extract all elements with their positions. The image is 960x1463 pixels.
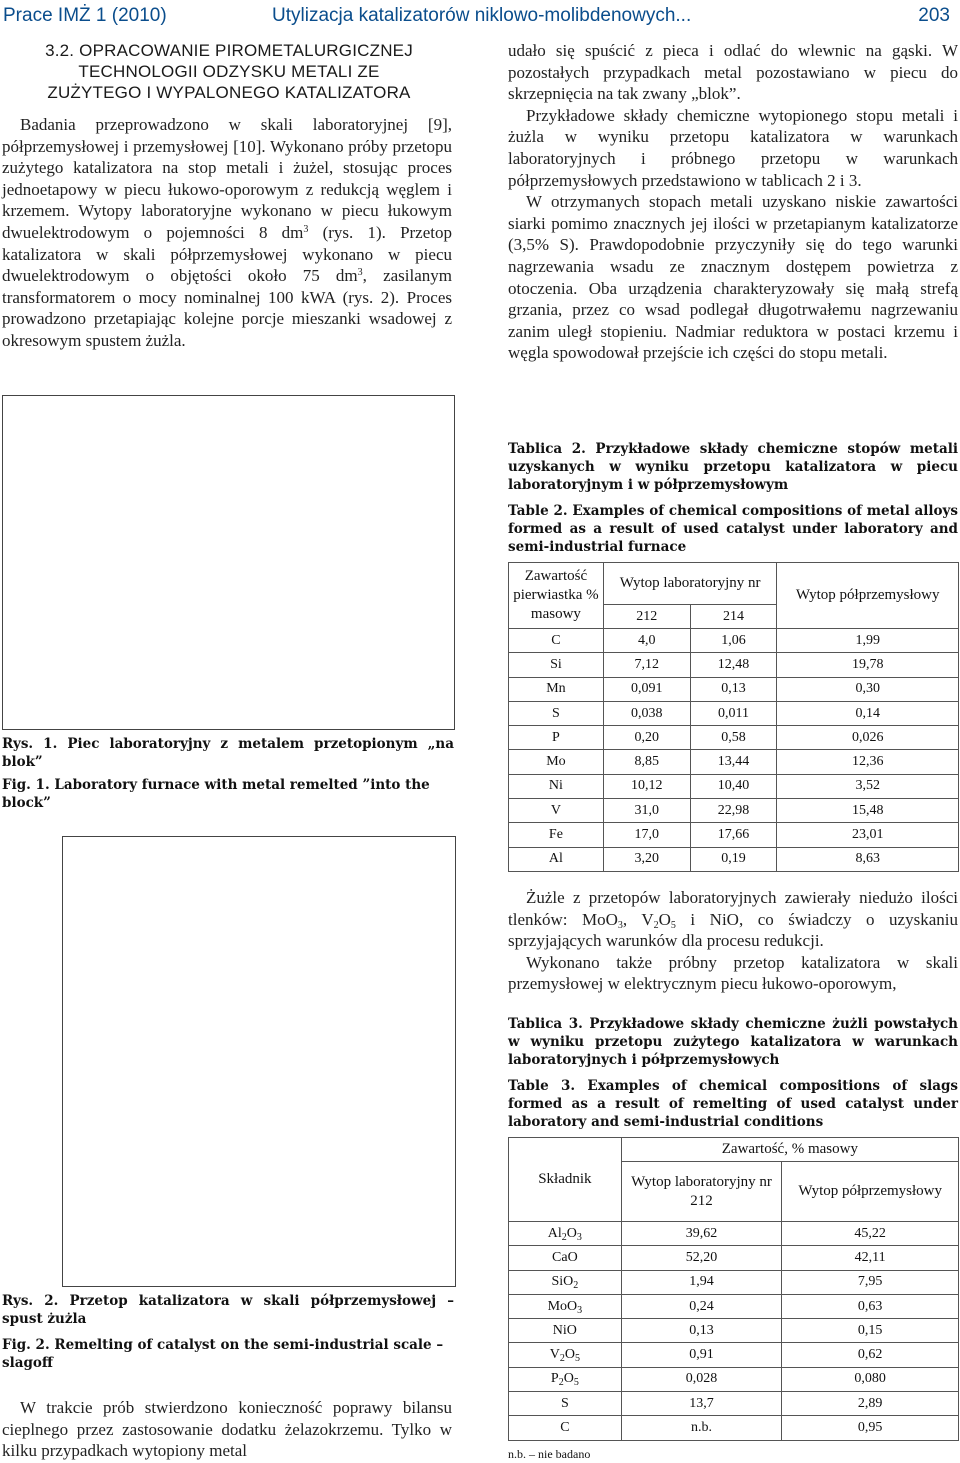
table-row xyxy=(509,677,959,701)
table-3-component-cell: NiO xyxy=(509,1319,622,1343)
table-row xyxy=(509,1392,959,1416)
table-2-value-cell: 1,99 xyxy=(777,629,959,653)
table-2-value-cell: 19,78 xyxy=(777,653,959,677)
table-row xyxy=(509,701,959,725)
table-row xyxy=(509,653,959,677)
table-3-component-cell: $Al_2O_3$ xyxy=(509,1222,622,1246)
table-2-caption xyxy=(508,440,958,556)
table-3-header-component: Składnik xyxy=(509,1138,622,1222)
table-row xyxy=(509,1367,959,1391)
table-3-value-cell: 0,080 xyxy=(782,1367,959,1391)
table-row xyxy=(509,823,959,847)
table-2-value-cell: 23,01 xyxy=(777,823,959,847)
table-2-element-cell: Si xyxy=(509,653,604,677)
section-heading-line-3: ZUŻYTEGO I WYPALONEGO KATALIZATORA xyxy=(47,83,411,102)
table-3-caption-pl: Tablica 3. Przykładowe składy chemiczne żużli powstałych w wyniku przetopu zużytego katalizatora w warunkach laboratoryjnych i półprzemysłowych xyxy=(508,1016,958,1068)
table-2-value-cell: 0,19 xyxy=(690,847,777,871)
table-2-value-cell: 0,30 xyxy=(777,677,959,701)
figure-1-image xyxy=(2,395,455,730)
superscript: 3 xyxy=(303,223,309,235)
journal-reference: Prace IMŻ 1 (2010) xyxy=(3,5,167,26)
table-2-element-cell: P xyxy=(509,726,604,750)
table-2-value-cell: 7,12 xyxy=(603,653,690,677)
table-2-element-cell: Mo xyxy=(509,750,604,774)
table-2-value-cell: 22,98 xyxy=(690,799,777,823)
table-3-value-cell: 39,62 xyxy=(621,1222,782,1246)
table-2-header-semi: Wytop półprzemysłowy xyxy=(777,563,959,629)
table-2-header-lab: Wytop laboratoryjny nr xyxy=(603,563,777,605)
table-2-element-cell: S xyxy=(509,701,604,725)
table-row xyxy=(509,847,959,871)
table-2-value-cell: 3,20 xyxy=(603,847,690,871)
section-heading xyxy=(0,40,458,103)
table-3-component-cell: $V_2O_5$ xyxy=(509,1343,622,1367)
table-2-caption-en: Table 2. Examples of chemical compositions of metal alloys formed as a result of used catalyst under laboratory and semi-industrial furnace xyxy=(508,503,958,555)
table-2-element-cell: C xyxy=(509,629,604,653)
table-2-value-cell: 31,0 xyxy=(603,799,690,823)
table-row xyxy=(509,1294,959,1318)
table-2-value-cell: 8,85 xyxy=(603,750,690,774)
figure-1-caption xyxy=(2,735,454,812)
right-paragraph-4: Żużle z przetopów laboratoryjnych zawierały niedużo ilości tlenków: MoO$_3$, $V_2O_5$ i NiO, co świadczy o uzyskaniu sprzyjających warunków dla procesu redukcji. xyxy=(508,888,958,951)
table-row xyxy=(509,1343,959,1367)
table-2 xyxy=(508,562,959,872)
table-3-component-cell: MoO$_3$ xyxy=(509,1294,622,1318)
table-3-value-cell: 0,95 xyxy=(782,1416,959,1440)
table-2-value-cell: 0,011 xyxy=(690,701,777,725)
table-2-value-cell: 12,48 xyxy=(690,653,777,677)
section-heading-line-2: TECHNOLOGII ODZYSKU METALI ZE xyxy=(78,62,380,81)
table-3-value-cell: 0,91 xyxy=(621,1343,782,1367)
table-row xyxy=(509,1222,959,1246)
table-3-value-cell: 52,20 xyxy=(621,1246,782,1270)
table-3-header-semi: Wytop półprzemysłowy xyxy=(782,1162,959,1222)
table-3-header-group: Zawartość, % masowy xyxy=(621,1138,958,1162)
table-2-element-cell: Fe xyxy=(509,823,604,847)
table-3-body xyxy=(509,1222,959,1441)
table-3-value-cell: 2,89 xyxy=(782,1392,959,1416)
article-short-title: Utylizacja katalizatorów niklowo-molibdenowych... xyxy=(272,5,692,26)
table-3-value-cell: 0,62 xyxy=(782,1343,959,1367)
superscript: 3 xyxy=(357,267,363,279)
table-3-caption xyxy=(508,1015,958,1131)
table-3-value-cell: 0,028 xyxy=(621,1367,782,1391)
table-3-value-cell: n.b. xyxy=(621,1416,782,1440)
table-2-value-cell: 17,66 xyxy=(690,823,777,847)
left-paragraph-1-text-a: Badania przeprowadzono w skali laboratoryjnej [9], półprzemysłowej i przemysłowej [10]. Wykonano próby przetopu zużytego katalizatora na stop metali i żużel, stosując proces jednoetapowy w piecu łukowo-oporowym z redukcją węglem i krzemem. Wytopy laboratoryjne wykonano w piecu łukowym dwuelektrodowym o pojemności 8 dm xyxy=(2,115,452,242)
figure-2-caption-pl: Rys. 2. Przetop katalizatora w skali półprzemysłowej – spust żużla xyxy=(2,1293,454,1327)
table-3 xyxy=(508,1137,959,1441)
table-3-footnote: n.b. – nie badano xyxy=(508,1447,591,1461)
left-paragraph-1-text-b: (rys. 1). Przetop katalizatora w skali półprzemysłowej wykonano w piecu dwuelektrodowym o objętości około 75 dm xyxy=(2,222,452,286)
table-2-value-cell: 13,44 xyxy=(690,750,777,774)
table-3-component-cell: SiO$_2$ xyxy=(509,1270,622,1294)
table-3-component-cell: $P_2O_5$ xyxy=(509,1367,622,1391)
table-row xyxy=(509,799,959,823)
table-3-component-cell: C xyxy=(509,1416,622,1440)
figure-2-image xyxy=(62,836,456,1287)
table-2-element-cell: Mn xyxy=(509,677,604,701)
table-3-value-cell: 45,22 xyxy=(782,1222,959,1246)
table-3-value-cell: 7,95 xyxy=(782,1270,959,1294)
table-3-value-cell: 0,15 xyxy=(782,1319,959,1343)
right-paragraphs xyxy=(508,40,958,364)
table-2-value-cell: 1,06 xyxy=(690,629,777,653)
table-3-value-cell: 42,11 xyxy=(782,1246,959,1270)
right-paragraph-5: Wykonano także próbny przetop katalizatora w skali przemysłowej w elektrycznym piecu łukowo-oporowym, xyxy=(508,952,958,994)
table-row xyxy=(509,750,959,774)
right-paragraphs-2 xyxy=(508,887,958,995)
table-row xyxy=(509,1416,959,1440)
table-row xyxy=(509,726,959,750)
right-paragraph-2: Przykładowe składy chemiczne wytopionego stopu metali i żużla w wyniku przetopu katalizatora w warunkach laboratoryjnych i próbnego przetopu w warunkach półprzemysłowych przedstawiono w tablicach 2 i 3. xyxy=(508,105,958,190)
table-2-body xyxy=(509,629,959,872)
figure-2-caption-en: Fig. 2. Remelting of catalyst on the semi-industrial scale – slagoff xyxy=(2,1337,444,1371)
table-2-value-cell: 0,038 xyxy=(603,701,690,725)
table-2-caption-pl: Tablica 2. Przykładowe składy chemiczne stopów metali uzyskanych w wyniku przetopu katalizatora w piecu laboratoryjnym i w półprzemysłowym xyxy=(508,441,958,493)
table-3-value-cell: 0,13 xyxy=(621,1319,782,1343)
table-3-value-cell: 13,7 xyxy=(621,1392,782,1416)
table-2-element-cell: Ni xyxy=(509,774,604,798)
table-3-value-cell: 1,94 xyxy=(621,1270,782,1294)
figure-1-caption-en: Fig. 1. Laboratory furnace with metal remelted ”into the block” xyxy=(2,777,430,811)
right-paragraph-3: W otrzymanych stopach metali uzyskano niskie zawartości siarki pomimo znacznych jej ilości w przetapianym katalizatorze (3,5% S). Prawdopodobnie przyczyniły się do tego warunki nagrzewania wsadu ze znacznym dostępem powietrza z otoczenia. Oba urządzenia charakteryzowały się małą strefą grzania, przez co wsad podlegał długotrwałemu nagrzewaniu zanim uległ stopieniu. Nadmiar reduktora w postaci krzemu i węgla spowodował przejście ich części do stopu metali. xyxy=(508,192,958,363)
table-2-value-cell: 12,36 xyxy=(777,750,959,774)
figure-2-caption xyxy=(2,1292,454,1372)
figure-1-caption-pl: Rys. 1. Piec laboratoryjny z metalem przetopionym „na blok” xyxy=(2,736,454,770)
table-2-header-lab-214: 214 xyxy=(690,605,777,629)
table-row xyxy=(509,1246,959,1270)
table-2-value-cell: 10,12 xyxy=(603,774,690,798)
table-row xyxy=(509,774,959,798)
table-2-element-cell: Al xyxy=(509,847,604,871)
table-2-value-cell: 10,40 xyxy=(690,774,777,798)
left-paragraph-2 xyxy=(2,1397,452,1462)
table-2-value-cell: 0,026 xyxy=(777,726,959,750)
table-3-caption-en: Table 3. Examples of chemical compositions of slags formed as a result of remelting of used catalyst under laboratory and semi-industrial conditions xyxy=(508,1078,958,1130)
table-3-component-cell: S xyxy=(509,1392,622,1416)
table-3-header-lab: Wytop laboratoryjny nr 212 xyxy=(621,1162,782,1222)
table-2-value-cell: 0,13 xyxy=(690,677,777,701)
table-row xyxy=(509,1270,959,1294)
table-row xyxy=(509,629,959,653)
table-2-value-cell: 0,14 xyxy=(777,701,959,725)
left-paragraph-1-text-c: , zasilanym transformatorem o mocy nominalnej 100 kWA (rys. 2). Proces prowadzono przetapiając kolejne porcje mieszanki wsadowej z okresowym spustem żużla. xyxy=(2,266,452,350)
table-3-component-cell: CaO xyxy=(509,1246,622,1270)
left-paragraph-1 xyxy=(2,114,452,352)
table-2-value-cell: 0,58 xyxy=(690,726,777,750)
right-paragraph-1: udało się spuścić z pieca i odlać do wlewnic na gąski. W pozostałych przypadkach metal pozostawiano w piecu do skrzepnięcia na tak zwany „blok”. xyxy=(508,41,958,104)
table-2-element-cell: V xyxy=(509,799,604,823)
table-2-header-element: Zawartość pierwiastka % masowy xyxy=(509,563,604,629)
table-2-value-cell: 0,091 xyxy=(603,677,690,701)
table-3-value-cell: 0,63 xyxy=(782,1294,959,1318)
page-number: 203 xyxy=(918,5,950,26)
section-heading-line-1: 3.2. OPRACOWANIE PIROMETALURGICZNEJ xyxy=(45,41,413,60)
table-row xyxy=(509,1319,959,1343)
left-paragraph-2-text: W trakcie prób stwierdzono konieczność poprawy bilansu cieplnego przez zastosowanie dodatku żelazokrzemu. Tylko w kilku przypadkach wytopiony metal xyxy=(2,1398,452,1461)
table-2-value-cell: 17,0 xyxy=(603,823,690,847)
table-3-value-cell: 0,24 xyxy=(621,1294,782,1318)
table-2-value-cell: 3,52 xyxy=(777,774,959,798)
table-2-value-cell: 4,0 xyxy=(603,629,690,653)
table-2-value-cell: 8,63 xyxy=(777,847,959,871)
table-2-header-lab-212: 212 xyxy=(603,605,690,629)
table-2-value-cell: 0,20 xyxy=(603,726,690,750)
running-header xyxy=(0,0,960,34)
table-2-value-cell: 15,48 xyxy=(777,799,959,823)
